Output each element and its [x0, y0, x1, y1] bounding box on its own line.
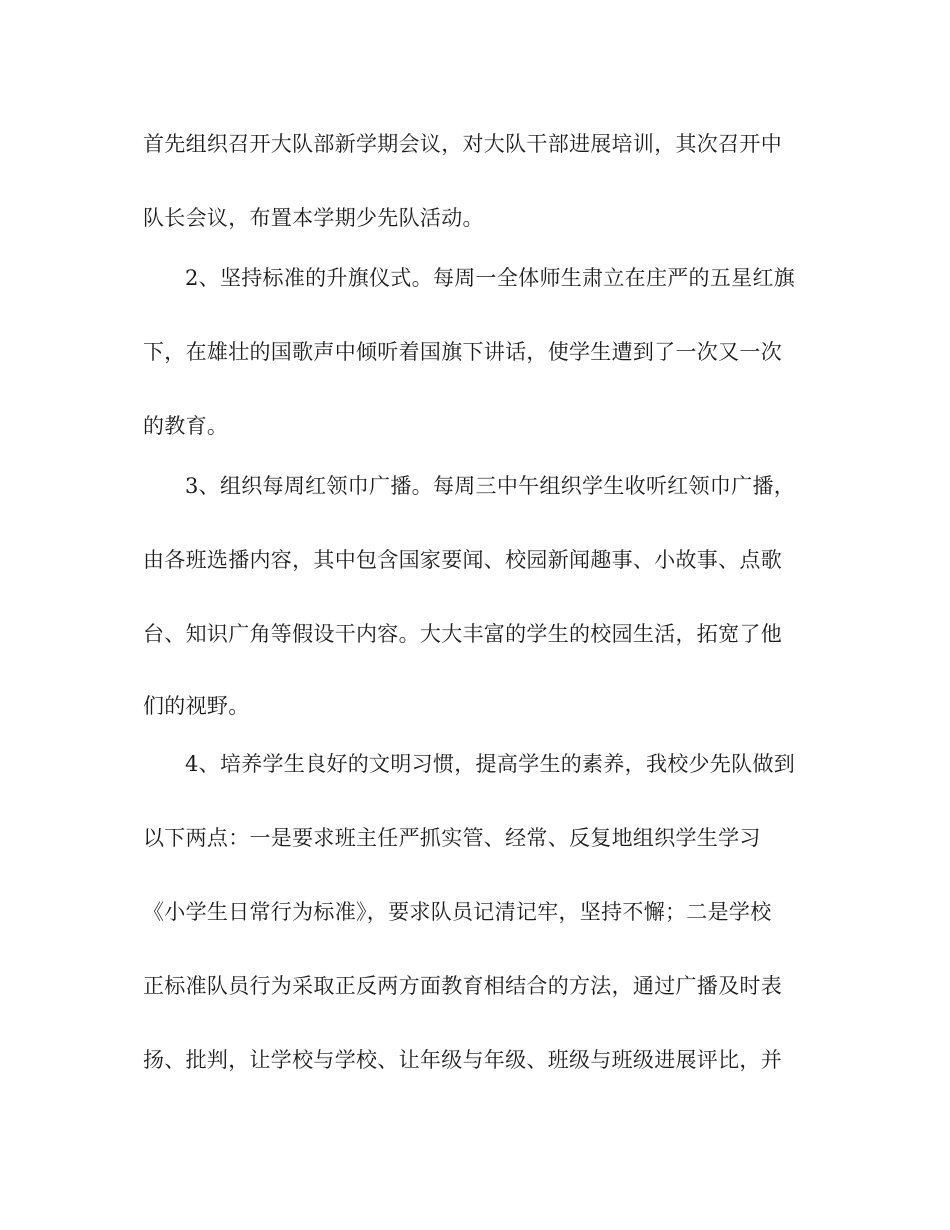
text-line: 台、知识广角等假设干内容。大大丰富的学生的校园生活，拓宽了他 — [143, 622, 782, 646]
text-line: 们的视野。 — [143, 694, 250, 718]
paragraph-2-start: 2、坚持标准的升旗仪式。每周一全体师生肃立在庄严的五星红旗 — [185, 266, 796, 290]
text-line: 首先组织召开大队部新学期会议，对大队干部进展培训，其次召开中 — [143, 132, 782, 156]
text-line: 队长会议，布置本学期少先队活动。 — [143, 206, 484, 230]
text-line: 由各班选播内容，其中包含国家要闻、校园新闻趣事、小故事、点歌 — [143, 548, 782, 572]
text-line: 以下两点：一是要求班主任严抓实管、经常、反复地组织学生学习 — [143, 826, 761, 850]
text-line: 正标准队员行为采取正反两方面教育相结合的方法，通过广播及时表 — [143, 974, 782, 998]
text-line: 下，在雄壮的国歌声中倾听着国旗下讲话，使学生遭到了一次又一次 — [143, 340, 782, 364]
text-line: 的教育。 — [143, 414, 229, 438]
text-line: 《小学生日常行为标准》，要求队员记清记牢，坚持不懈；二是学校 — [143, 900, 772, 924]
paragraph-4-start: 4、培养学生良好的文明习惯，提高学生的素养，我校少先队做到 — [185, 752, 796, 776]
text-line: 扬、批判，让学校与学校、让年级与年级、班级与班级进展评比，并 — [143, 1048, 782, 1072]
paragraph-3-start: 3、组织每周红领巾广播。每周三中午组织学生收听红领巾广播， — [185, 474, 796, 498]
